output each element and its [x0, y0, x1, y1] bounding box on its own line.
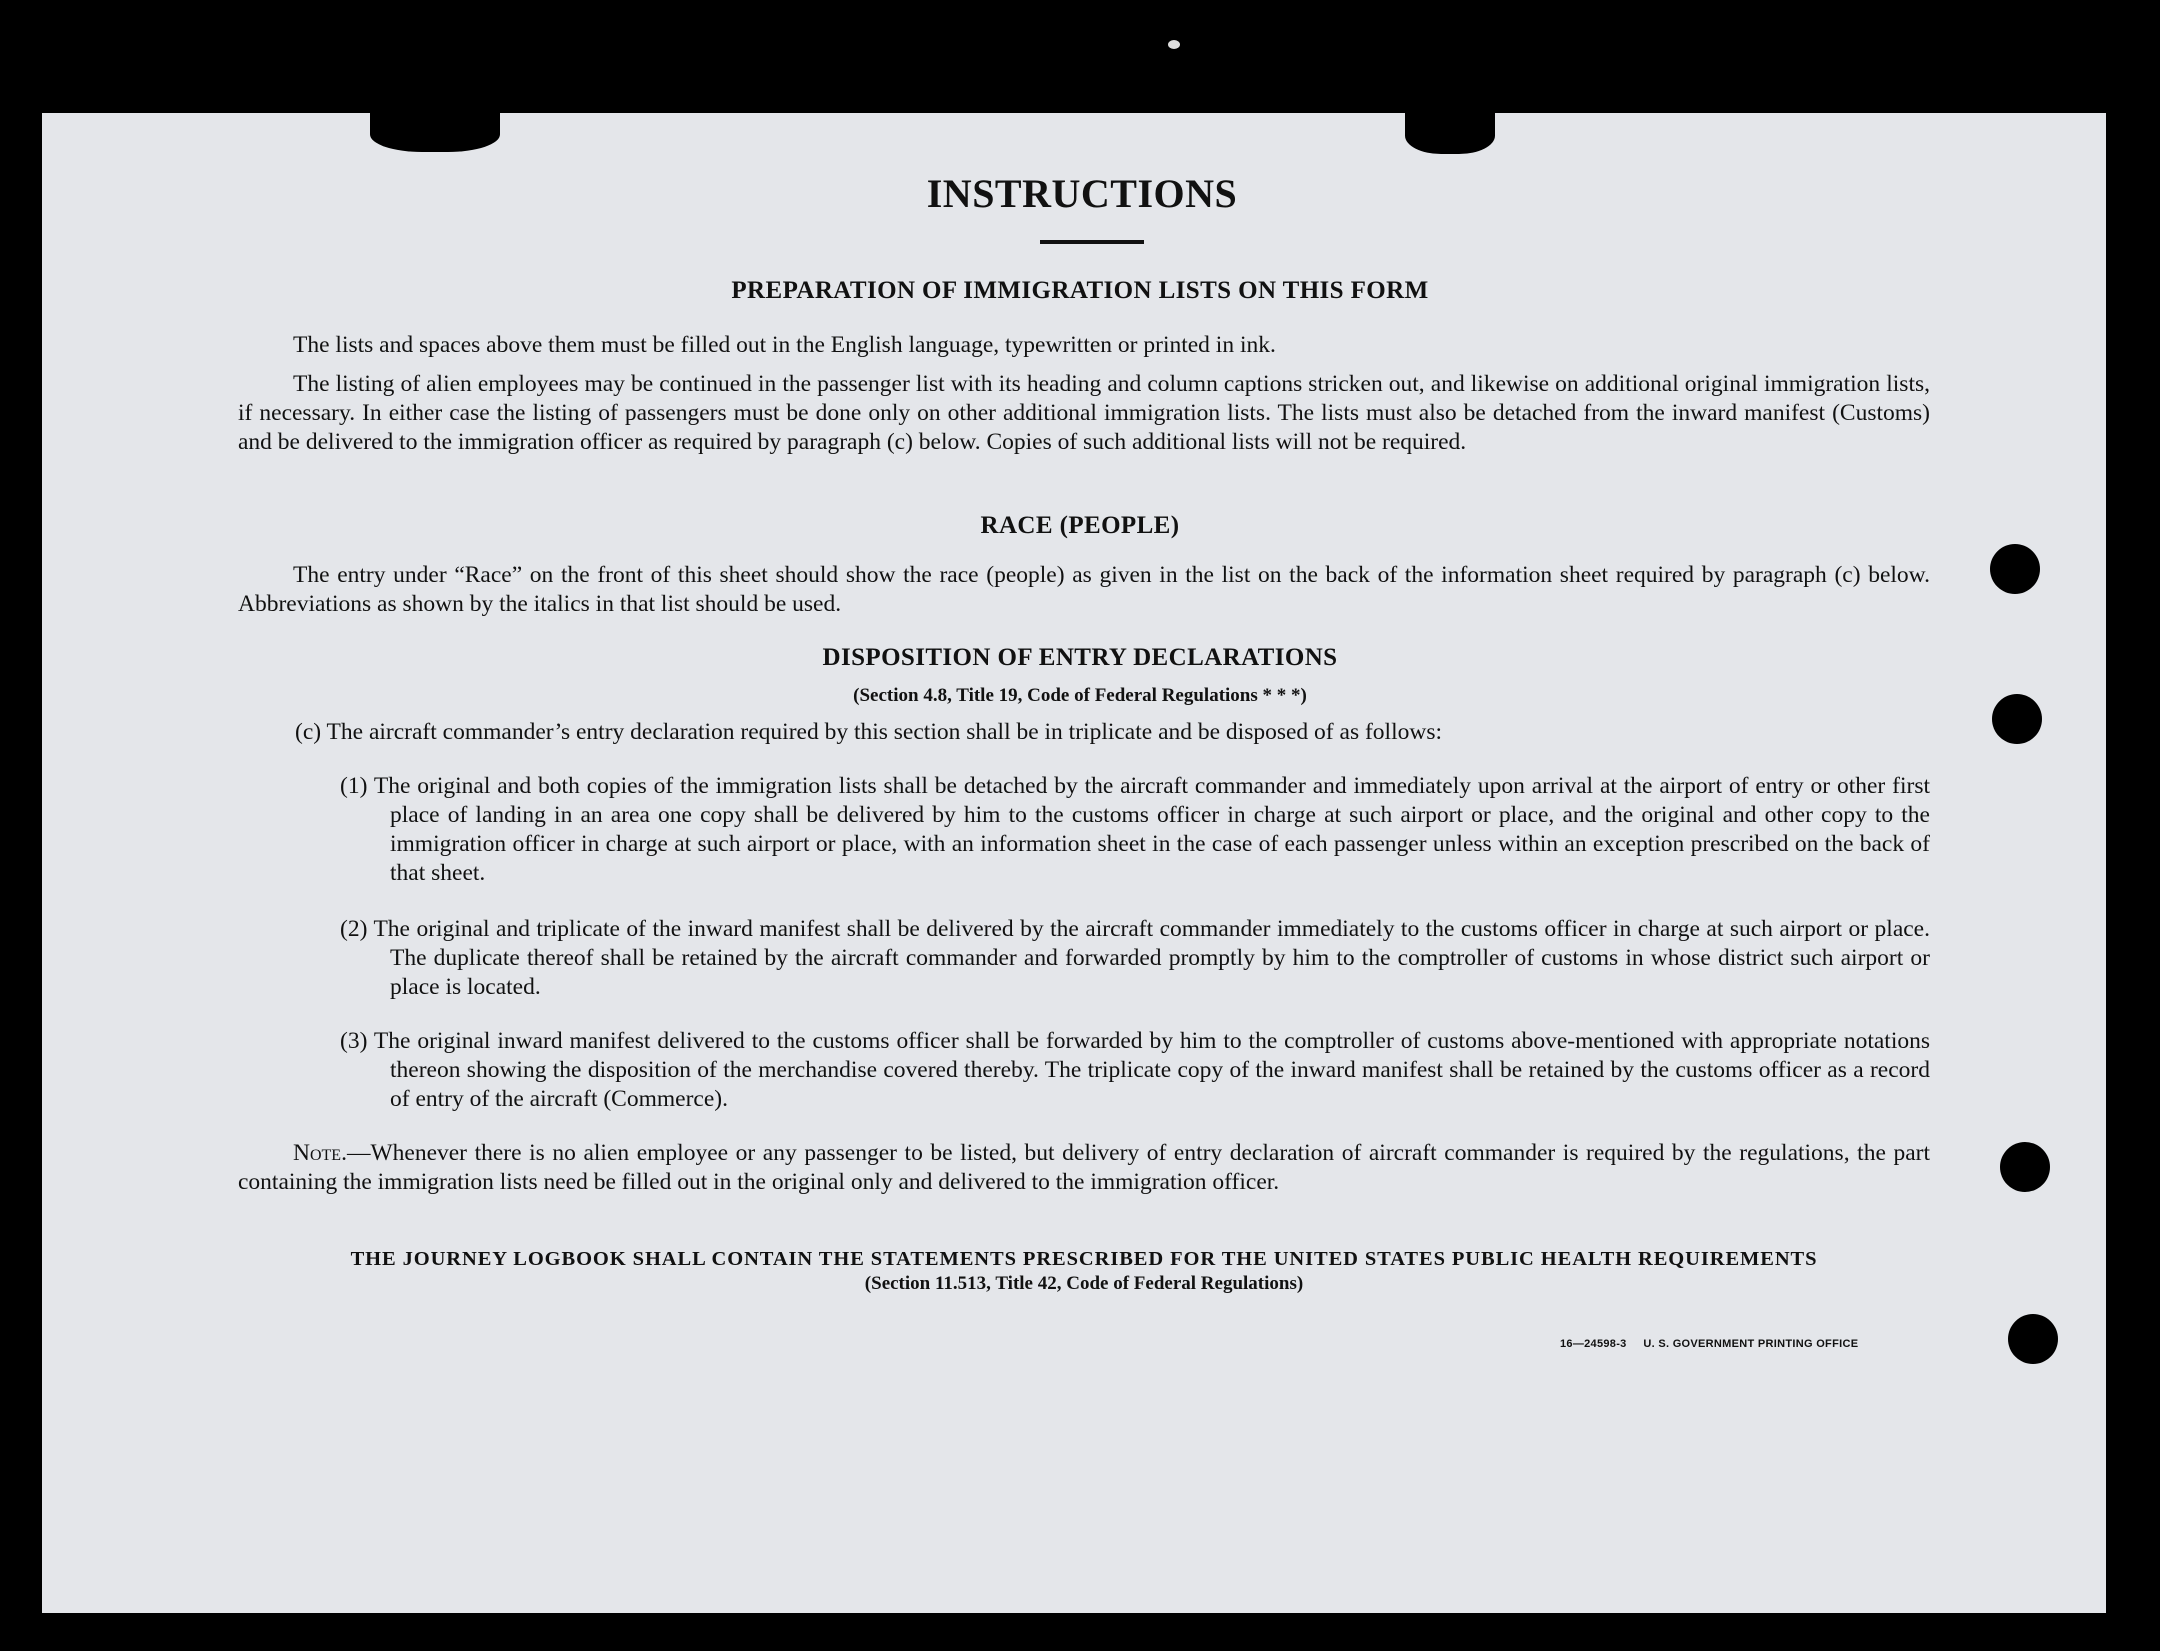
health-reference: (Section 11.513, Title 42, Code of Federal Regulations): [864, 1273, 1304, 1294]
note-text: —Whenever there is no alien employee or any passenger to be listed, but delivery of entry declaration of aircraft commander is required by the regulations, the part containing the immigration lists need be filled out in the original only and delivered to the immigration officer.: [238, 1140, 1930, 1195]
paragraph-text: [238, 1139, 1930, 1197]
paragraph-race: [238, 561, 1930, 619]
punch-hole-4: [2008, 1314, 2058, 1364]
torn-edge-right: [1405, 108, 1495, 154]
punch-hole-1: [1990, 544, 2040, 594]
health-requirements: [238, 1248, 1930, 1295]
list-item-1: (1) The original and both copies of the immigration lists shall be detached by the aircraft commander and immediately upon arrival at the airport of entry or other first place of landing in an area one copy shall be delivered by him to the customs officer in charge at such airport or place, and the original and other copy to the immigration officer in charge at such airport or place, with an information sheet in the case of each passenger unless within an exception prescribed on the back of that sheet.: [340, 773, 1930, 886]
heading-disposition: DISPOSITION OF ENTRY DECLARATIONS: [822, 644, 1338, 671]
list-item-2: (2) The original and triplicate of the inward manifest shall be delivered by the aircraft commander immediately to the customs officer in charge at such airport or place. The duplicate thereof shall be retained by the aircraft commander and forwarded promptly by him to the comptroller of customs in whose district such airport or place is located.: [340, 916, 1930, 1000]
title-divider: [1040, 240, 1144, 244]
punch-hole-3: [2000, 1142, 2050, 1192]
printing-office: U. S. GOVERNMENT PRINTING OFFICE: [1643, 1338, 1859, 1350]
paragraph-c: (c) The aircraft commander’s entry declaration required by this section shall be in triplicate and be disposed of as follows:: [295, 719, 1442, 745]
note-paragraph: [238, 1139, 1930, 1197]
page-title: INSTRUCTIONS: [926, 171, 1238, 216]
list-item-3: (3) The original inward manifest delivered to the customs officer shall be forwarded by him to the comptroller of customs above-mentioned with appropriate notations thereon showing the disposition of the merchandise covered thereby. The triplicate copy of the inward manifest shall be retained by the customs officer as a record of entry of the aircraft (Commerce).: [340, 1028, 1930, 1112]
scan-speck: [1168, 40, 1180, 49]
health-line: THE JOURNEY LOGBOOK SHALL CONTAIN THE STATEMENTS PRESCRIBED FOR THE UNITED STATES PUBLIC HEALTH REQUIREMENTS: [350, 1248, 1818, 1270]
note-label: Note.: [293, 1140, 347, 1166]
torn-edge-left: [370, 108, 500, 152]
paragraph-preparation-2: [238, 370, 1930, 457]
regulation-reference: (Section 4.8, Title 19, Code of Federal Regulations * * *): [853, 685, 1307, 706]
paragraph-text: The entry under “Race” on the front of this sheet should show the race (people) as given in the list on the back of the information sheet required by paragraph (c) below. Abbreviations as shown by the italics in that list should be used.: [238, 562, 1930, 617]
form-code: 16—24598-3: [1560, 1338, 1627, 1350]
printer-mark: [1560, 1338, 1858, 1350]
paragraph-preparation-1: [238, 331, 1930, 360]
paragraph-text: The lists and spaces above them must be filled out in the English language, typewritten or printed in ink.: [293, 332, 1276, 358]
heading-preparation: PREPARATION OF IMMIGRATION LISTS ON THIS FORM: [731, 277, 1429, 304]
heading-race: RACE (PEOPLE): [980, 512, 1180, 539]
paragraph-text: The listing of alien employees may be continued in the passenger list with its heading and column captions stricken out, and likewise on additional original immigration lists, if necessary. In either case the listing of passengers must be done only on other additional immigration lists. The lists must also be detached from the inward manifest (Customs) and be delivered to the immigration officer as required by paragraph (c) below. Copies of such additional lists will not be required.: [238, 371, 1930, 455]
